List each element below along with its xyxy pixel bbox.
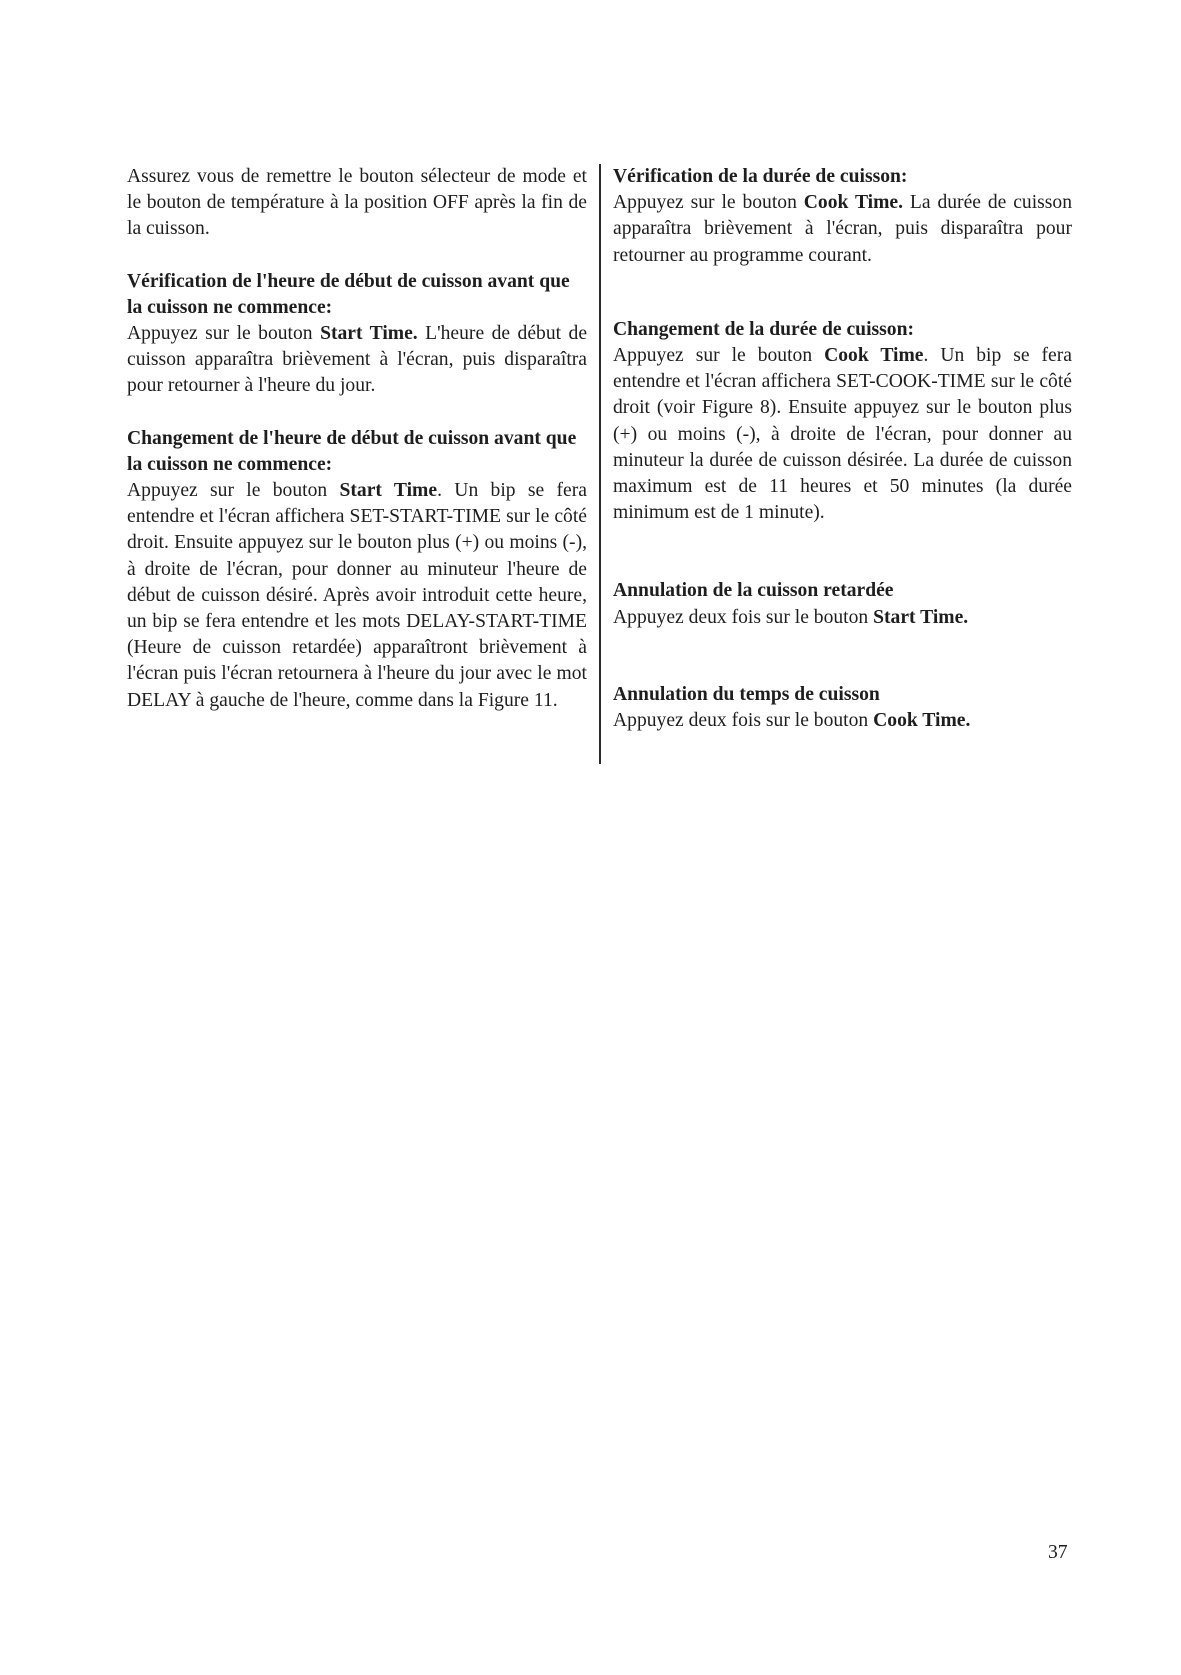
section-cancel-delayed-cook <box>613 578 1072 630</box>
body-text: . Un bip se fera entendre et l'écran affichera SET-COOK-TIME sur le côté droit (voir Figure 8). Ensuite appuyez sur le bouton plus (+) ou moins (-), à droite de l'écran, pour donner au minuteur la durée de cuisson désirée. La durée de cuisson maximum est de 11 heures et 50 minutes (la durée minimum est de 1 minute). <box>613 345 1072 524</box>
section-heading: Annulation de la cuisson retardée <box>613 580 894 602</box>
page-number: 37 <box>1048 1542 1068 1563</box>
button-name: Start Time. <box>873 606 969 628</box>
body-text: Appuyez sur le bouton <box>127 480 340 502</box>
body-text: Appuyez sur le bouton <box>127 323 321 345</box>
body-text: Appuyez deux fois sur le bouton <box>613 606 874 628</box>
section-change-start-time <box>127 426 587 714</box>
section-heading: Annulation du temps de cuisson <box>613 683 880 705</box>
intro-paragraph: Assurez vous de remettre le bouton sélecteur de mode et le bouton de température à la position OFF après la fin de la cuisson. <box>127 166 587 240</box>
left-column <box>127 164 587 714</box>
section-heading: Changement de la durée de cuisson: <box>613 318 914 340</box>
button-name: Cook Time. <box>873 710 971 732</box>
body-text: Appuyez sur le bouton <box>613 192 804 214</box>
body-text: . Un bip se fera entendre et l'écran affichera SET-START-TIME sur le côté droit. Ensuite appuyez sur le bouton plus (+) ou moins (-), à droite de l'écran, pour donner au minuteur l'heure de début de cuisson désiré. Après avoir introduit cette heure, un bip se fera entendre et les mots DELAY-START-TIME (Heure de cuisson retardée) apparaîtront brièvement à l'écran puis l'écran retournera à l'heure du jour avec le mot DELAY à gauche de l'heure, comme dans la Figure 11. <box>127 480 587 711</box>
section-cancel-cook-time <box>613 682 1072 734</box>
section-check-start-time <box>127 269 587 400</box>
button-name: Start Time. <box>320 323 418 345</box>
button-name: Start Time <box>339 480 438 502</box>
button-name: Cook Time <box>824 345 924 367</box>
section-body <box>613 708 1072 734</box>
button-name: Cook Time. <box>803 192 904 214</box>
section-heading: Vérification de la durée de cuisson: <box>613 166 908 187</box>
section-body <box>613 343 1072 526</box>
section-heading: Changement de l'heure de début de cuisson avant que la cuisson ne commence: <box>127 427 577 475</box>
right-column <box>613 164 1072 734</box>
section-change-cook-time <box>613 317 1072 527</box>
section-heading: Vérification de l'heure de début de cuisson avant que la cuisson ne commence: <box>127 270 570 318</box>
body-text: Appuyez deux fois sur le bouton <box>613 710 874 732</box>
column-divider <box>599 164 601 764</box>
section-body <box>613 190 1072 269</box>
section-body <box>613 605 1072 631</box>
section-body <box>127 478 587 714</box>
section-body <box>127 321 587 400</box>
section-check-cook-time <box>613 164 1072 269</box>
body-text: Appuyez sur le bouton <box>613 345 825 367</box>
body-text: La durée de cuisson apparaîtra brièvement à l'écran, puis disparaîtra pour retourner au programme courant. <box>613 192 1073 266</box>
body-text: L'heure de début de cuisson apparaîtra brièvement à l'écran, puis disparaîtra pour retourner à l'heure du jour. <box>127 323 588 397</box>
